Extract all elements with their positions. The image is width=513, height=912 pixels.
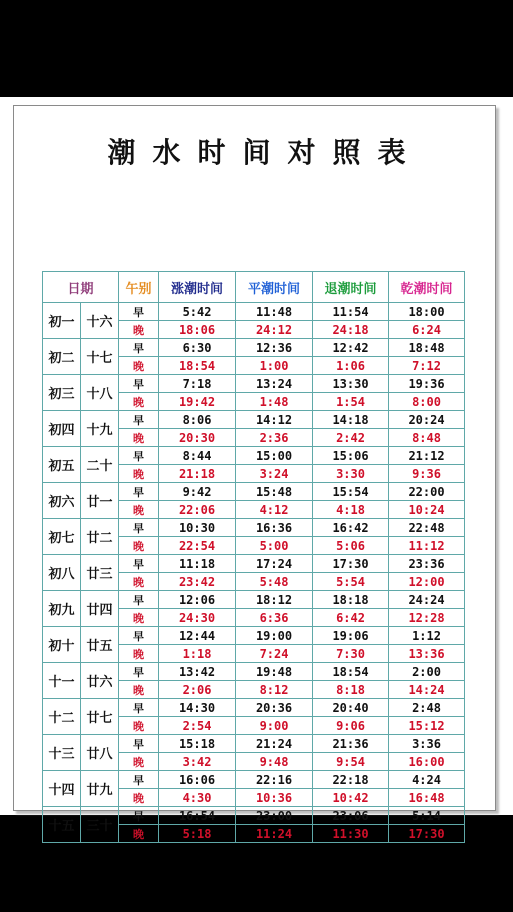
low-time: 1:12 bbox=[389, 627, 465, 645]
low-time: 4:24 bbox=[389, 771, 465, 789]
rise-time: 9:42 bbox=[159, 483, 236, 501]
high-time: 7:24 bbox=[236, 645, 313, 663]
date-cell: 初七 bbox=[43, 519, 81, 555]
date-cell: 廿六 bbox=[81, 663, 119, 699]
high-time: 19:48 bbox=[236, 663, 313, 681]
high-time: 9:00 bbox=[236, 717, 313, 735]
high-time: 15:48 bbox=[236, 483, 313, 501]
rise-time: 19:42 bbox=[159, 393, 236, 411]
low-time: 21:12 bbox=[389, 447, 465, 465]
date-cell: 十一 bbox=[43, 663, 81, 699]
period-cell: 晚 bbox=[119, 753, 159, 771]
rise-time: 1:18 bbox=[159, 645, 236, 663]
low-time: 12:00 bbox=[389, 573, 465, 591]
date-cell: 十三 bbox=[43, 735, 81, 771]
date-cell: 廿九 bbox=[81, 771, 119, 807]
low-time: 20:24 bbox=[389, 411, 465, 429]
header-high: 平潮时间 bbox=[236, 272, 313, 303]
low-time: 3:36 bbox=[389, 735, 465, 753]
rise-time: 11:18 bbox=[159, 555, 236, 573]
period-cell: 晚 bbox=[119, 717, 159, 735]
ebb-time: 11:30 bbox=[313, 825, 389, 843]
period-cell: 晚 bbox=[119, 681, 159, 699]
period-cell: 晚 bbox=[119, 609, 159, 627]
low-time: 19:36 bbox=[389, 375, 465, 393]
date-cell: 初三 bbox=[43, 375, 81, 411]
low-time: 9:36 bbox=[389, 465, 465, 483]
rise-time: 22:06 bbox=[159, 501, 236, 519]
ebb-time: 19:06 bbox=[313, 627, 389, 645]
date-cell: 初二 bbox=[43, 339, 81, 375]
ebb-time: 23:06 bbox=[313, 807, 389, 825]
low-time: 14:24 bbox=[389, 681, 465, 699]
table-row bbox=[43, 375, 465, 393]
ebb-time: 1:06 bbox=[313, 357, 389, 375]
period-cell: 晚 bbox=[119, 537, 159, 555]
date-cell: 廿七 bbox=[81, 699, 119, 735]
ebb-time: 3:30 bbox=[313, 465, 389, 483]
rise-time: 2:54 bbox=[159, 717, 236, 735]
header-period: 午别 bbox=[119, 272, 159, 303]
rise-time: 22:54 bbox=[159, 537, 236, 555]
high-time: 14:12 bbox=[236, 411, 313, 429]
low-time: 2:00 bbox=[389, 663, 465, 681]
rise-time: 18:06 bbox=[159, 321, 236, 339]
rise-time: 18:54 bbox=[159, 357, 236, 375]
rise-time: 16:06 bbox=[159, 771, 236, 789]
date-cell: 十五 bbox=[43, 807, 81, 843]
date-cell: 十四 bbox=[43, 771, 81, 807]
rise-time: 21:18 bbox=[159, 465, 236, 483]
low-time: 16:48 bbox=[389, 789, 465, 807]
low-time: 22:00 bbox=[389, 483, 465, 501]
high-time: 19:00 bbox=[236, 627, 313, 645]
header-ebb: 退潮时间 bbox=[313, 272, 389, 303]
ebb-time: 1:54 bbox=[313, 393, 389, 411]
table-row bbox=[43, 627, 465, 645]
ebb-time: 9:54 bbox=[313, 753, 389, 771]
rise-time: 13:42 bbox=[159, 663, 236, 681]
period-cell: 晚 bbox=[119, 789, 159, 807]
date-cell: 初一 bbox=[43, 303, 81, 339]
low-time: 12:28 bbox=[389, 609, 465, 627]
header-rise: 涨潮时间 bbox=[159, 272, 236, 303]
date-cell: 初五 bbox=[43, 447, 81, 483]
rise-time: 5:18 bbox=[159, 825, 236, 843]
rise-time: 12:06 bbox=[159, 591, 236, 609]
date-cell: 三十 bbox=[81, 807, 119, 843]
rise-time: 6:30 bbox=[159, 339, 236, 357]
period-cell: 晚 bbox=[119, 645, 159, 663]
period-cell: 早 bbox=[119, 591, 159, 609]
high-time: 20:36 bbox=[236, 699, 313, 717]
low-time: 11:12 bbox=[389, 537, 465, 555]
ebb-time: 9:06 bbox=[313, 717, 389, 735]
ebb-time: 15:54 bbox=[313, 483, 389, 501]
ebb-time: 24:18 bbox=[313, 321, 389, 339]
ebb-time: 13:30 bbox=[313, 375, 389, 393]
low-time: 16:00 bbox=[389, 753, 465, 771]
header-row bbox=[43, 272, 465, 303]
table-row bbox=[43, 447, 465, 465]
low-time: 8:00 bbox=[389, 393, 465, 411]
period-cell: 晚 bbox=[119, 393, 159, 411]
rise-time: 20:30 bbox=[159, 429, 236, 447]
table-row bbox=[43, 339, 465, 357]
rise-time: 8:44 bbox=[159, 447, 236, 465]
high-time: 24:12 bbox=[236, 321, 313, 339]
high-time: 13:24 bbox=[236, 375, 313, 393]
period-cell: 早 bbox=[119, 339, 159, 357]
ebb-time: 5:54 bbox=[313, 573, 389, 591]
date-cell: 十六 bbox=[81, 303, 119, 339]
period-cell: 早 bbox=[119, 519, 159, 537]
period-cell: 早 bbox=[119, 735, 159, 753]
low-time: 17:30 bbox=[389, 825, 465, 843]
low-time: 8:48 bbox=[389, 429, 465, 447]
low-time: 18:00 bbox=[389, 303, 465, 321]
high-time: 12:36 bbox=[236, 339, 313, 357]
date-cell: 十二 bbox=[43, 699, 81, 735]
date-cell: 初八 bbox=[43, 555, 81, 591]
low-time: 18:48 bbox=[389, 339, 465, 357]
high-time: 16:36 bbox=[236, 519, 313, 537]
ebb-time: 7:30 bbox=[313, 645, 389, 663]
date-cell: 初四 bbox=[43, 411, 81, 447]
ebb-time: 17:30 bbox=[313, 555, 389, 573]
date-cell: 十九 bbox=[81, 411, 119, 447]
high-time: 6:36 bbox=[236, 609, 313, 627]
document-sheet bbox=[0, 97, 513, 841]
low-time: 22:48 bbox=[389, 519, 465, 537]
rise-time: 15:18 bbox=[159, 735, 236, 753]
period-cell: 早 bbox=[119, 555, 159, 573]
date-cell: 廿三 bbox=[81, 555, 119, 591]
date-cell: 廿二 bbox=[81, 519, 119, 555]
high-time: 1:48 bbox=[236, 393, 313, 411]
table-row bbox=[43, 483, 465, 501]
date-cell: 初十 bbox=[43, 627, 81, 663]
ebb-time: 11:54 bbox=[313, 303, 389, 321]
header-date: 日期 bbox=[43, 272, 119, 303]
period-cell: 早 bbox=[119, 807, 159, 825]
date-cell: 廿五 bbox=[81, 627, 119, 663]
period-cell: 早 bbox=[119, 627, 159, 645]
date-cell: 初六 bbox=[43, 483, 81, 519]
high-time: 22:16 bbox=[236, 771, 313, 789]
table-row bbox=[43, 411, 465, 429]
period-cell: 晚 bbox=[119, 825, 159, 843]
table-row bbox=[43, 555, 465, 573]
low-time: 7:12 bbox=[389, 357, 465, 375]
rise-time: 5:42 bbox=[159, 303, 236, 321]
date-cell: 廿一 bbox=[81, 483, 119, 519]
date-cell: 初九 bbox=[43, 591, 81, 627]
high-time: 9:48 bbox=[236, 753, 313, 771]
period-cell: 早 bbox=[119, 447, 159, 465]
rise-time: 24:30 bbox=[159, 609, 236, 627]
period-cell: 晚 bbox=[119, 465, 159, 483]
high-time: 23:00 bbox=[236, 807, 313, 825]
date-cell: 十八 bbox=[81, 375, 119, 411]
ebb-time: 15:06 bbox=[313, 447, 389, 465]
high-time: 5:48 bbox=[236, 573, 313, 591]
rise-time: 12:44 bbox=[159, 627, 236, 645]
table-row bbox=[43, 735, 465, 753]
table-row bbox=[43, 519, 465, 537]
header-low: 乾潮时间 bbox=[389, 272, 465, 303]
high-time: 21:24 bbox=[236, 735, 313, 753]
period-cell: 晚 bbox=[119, 321, 159, 339]
rise-time: 3:42 bbox=[159, 753, 236, 771]
period-cell: 早 bbox=[119, 375, 159, 393]
table-row bbox=[43, 663, 465, 681]
rise-time: 16:54 bbox=[159, 807, 236, 825]
high-time: 17:24 bbox=[236, 555, 313, 573]
high-time: 15:00 bbox=[236, 447, 313, 465]
period-cell: 早 bbox=[119, 663, 159, 681]
table-body bbox=[43, 303, 465, 843]
ebb-time: 4:18 bbox=[313, 501, 389, 519]
high-time: 11:24 bbox=[236, 825, 313, 843]
period-cell: 晚 bbox=[119, 357, 159, 375]
ebb-time: 12:42 bbox=[313, 339, 389, 357]
high-time: 10:36 bbox=[236, 789, 313, 807]
rise-time: 7:18 bbox=[159, 375, 236, 393]
low-time: 10:24 bbox=[389, 501, 465, 519]
period-cell: 晚 bbox=[119, 429, 159, 447]
period-cell: 早 bbox=[119, 303, 159, 321]
low-time: 24:24 bbox=[389, 591, 465, 609]
high-time: 8:12 bbox=[236, 681, 313, 699]
table-row bbox=[43, 771, 465, 789]
low-time: 5:14 bbox=[389, 807, 465, 825]
ebb-time: 8:18 bbox=[313, 681, 389, 699]
high-time: 5:00 bbox=[236, 537, 313, 555]
ebb-time: 20:40 bbox=[313, 699, 389, 717]
high-time: 4:12 bbox=[236, 501, 313, 519]
rise-time: 14:30 bbox=[159, 699, 236, 717]
ebb-time: 10:42 bbox=[313, 789, 389, 807]
table-row bbox=[43, 699, 465, 717]
table-row bbox=[43, 303, 465, 321]
low-time: 13:36 bbox=[389, 645, 465, 663]
ebb-time: 2:42 bbox=[313, 429, 389, 447]
ebb-time: 16:42 bbox=[313, 519, 389, 537]
low-time: 6:24 bbox=[389, 321, 465, 339]
period-cell: 早 bbox=[119, 771, 159, 789]
rise-time: 2:06 bbox=[159, 681, 236, 699]
period-cell: 早 bbox=[119, 699, 159, 717]
low-time: 23:36 bbox=[389, 555, 465, 573]
table-row bbox=[43, 591, 465, 609]
low-time: 2:48 bbox=[389, 699, 465, 717]
high-time: 11:48 bbox=[236, 303, 313, 321]
date-cell: 十七 bbox=[81, 339, 119, 375]
ebb-time: 18:54 bbox=[313, 663, 389, 681]
ebb-time: 18:18 bbox=[313, 591, 389, 609]
rise-time: 23:42 bbox=[159, 573, 236, 591]
high-time: 2:36 bbox=[236, 429, 313, 447]
date-cell: 廿四 bbox=[81, 591, 119, 627]
date-cell: 廿八 bbox=[81, 735, 119, 771]
ebb-time: 5:06 bbox=[313, 537, 389, 555]
date-cell: 二十 bbox=[81, 447, 119, 483]
high-time: 18:12 bbox=[236, 591, 313, 609]
table-row bbox=[43, 807, 465, 825]
ebb-time: 21:36 bbox=[313, 735, 389, 753]
rise-time: 4:30 bbox=[159, 789, 236, 807]
ebb-time: 14:18 bbox=[313, 411, 389, 429]
ebb-time: 22:18 bbox=[313, 771, 389, 789]
period-cell: 早 bbox=[119, 411, 159, 429]
period-cell: 晚 bbox=[119, 573, 159, 591]
ebb-time: 6:42 bbox=[313, 609, 389, 627]
high-time: 3:24 bbox=[236, 465, 313, 483]
period-cell: 晚 bbox=[119, 501, 159, 519]
low-time: 15:12 bbox=[389, 717, 465, 735]
page-title: 潮水时间对照表 bbox=[107, 136, 423, 169]
rise-time: 8:06 bbox=[159, 411, 236, 429]
high-time: 1:00 bbox=[236, 357, 313, 375]
period-cell: 早 bbox=[119, 483, 159, 501]
rise-time: 10:30 bbox=[159, 519, 236, 537]
tide-table bbox=[42, 271, 465, 843]
